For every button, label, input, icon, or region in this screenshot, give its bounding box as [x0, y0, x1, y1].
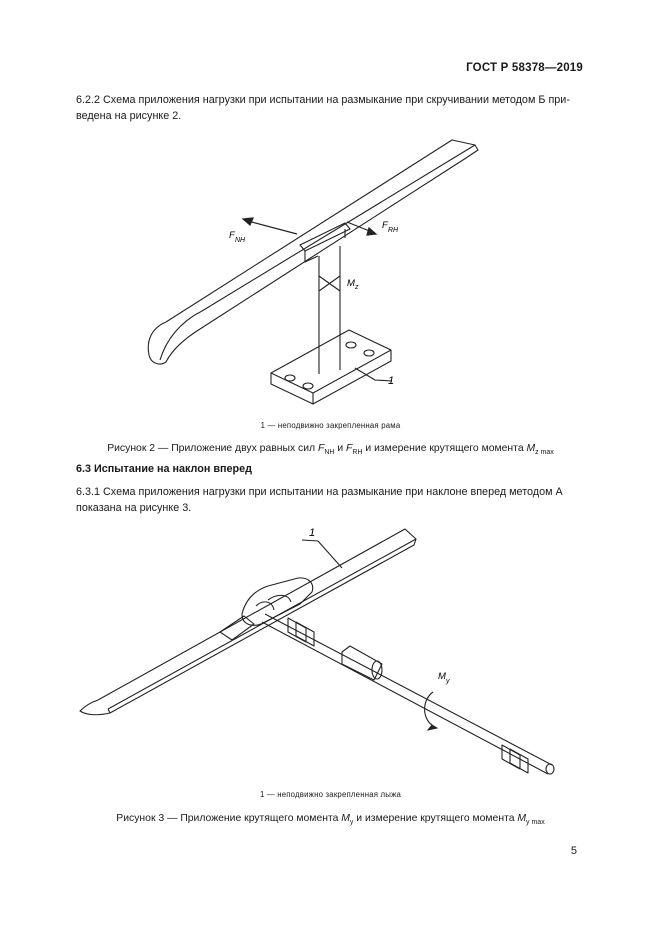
paragraph-line: 6.2.2 Схема приложения нагрузки при испытании на размыкание при скручивании методом Б при- — [76, 94, 570, 106]
section-6-3-title: 6.3 Испытание на наклон вперед — [76, 463, 253, 475]
ski-bottom-edge — [466, 145, 478, 158]
paragraph-6-2-2 — [76, 92, 586, 124]
gauge-cross — [319, 276, 340, 291]
force-fnh-subscript: NH — [235, 237, 246, 244]
binding-body — [242, 578, 313, 625]
page-number: 5 — [570, 845, 577, 857]
paragraph-line: ведена на рисунке 2. — [76, 110, 182, 122]
moment-arc — [425, 692, 433, 725]
figure-3-caption: Рисунок 3 — Приложение крутящего момента $M_y$ и измерение крутящего момента $M_{y max}$ — [116, 813, 545, 826]
document-header: ГОСТ Р 58378—2019 — [466, 62, 583, 74]
figure-2-callout: 1 — [388, 375, 395, 387]
ski3-lower — [80, 539, 416, 715]
figure-3-legend: 1 — неподвижно закрепленная лыжа — [259, 790, 402, 799]
figure-2-legend: 1 — неподвижно закрепленная рама — [260, 421, 401, 430]
shaft-upper — [265, 614, 552, 765]
moment-my-label: M — [438, 671, 446, 682]
base-plate-side — [271, 350, 391, 404]
paragraph-line: 6.3.1 Схема приложения нагрузки при испытании на размыкание при наклоне вперед методом А — [76, 486, 563, 498]
moment-mz-subscript: z — [355, 284, 359, 291]
force-frh-subscript: RH — [388, 227, 399, 234]
base-plate-top — [271, 330, 391, 393]
paragraph-6-3-1 — [76, 484, 586, 516]
moment-my-subscript: y — [446, 678, 450, 685]
ski-tip-inner — [160, 311, 202, 360]
clamp-1 — [288, 618, 306, 642]
force-frh-label: F — [382, 220, 388, 231]
paragraph-line: показана на рисунке 3. — [76, 502, 192, 514]
coupling — [342, 646, 382, 680]
clamp-2 — [502, 745, 520, 769]
ski-top-edge — [166, 140, 475, 322]
shaft-lower — [262, 622, 548, 774]
binding-plate-front — [305, 251, 318, 262]
binding-plate — [300, 223, 350, 251]
figure-3-callout: 1 — [309, 527, 316, 539]
force-fnh-label: F — [229, 230, 235, 241]
figure-2-caption: Рисунок 2 — Приложение двух равных сил $F_{NH}$ и $F_{RH}$ и измерение крутящего момента $M_{z max}$ — [107, 443, 554, 456]
ski-lower-edge — [148, 158, 466, 364]
moment-mz-label: M — [347, 278, 355, 289]
ski3-top-edge — [98, 529, 416, 709]
